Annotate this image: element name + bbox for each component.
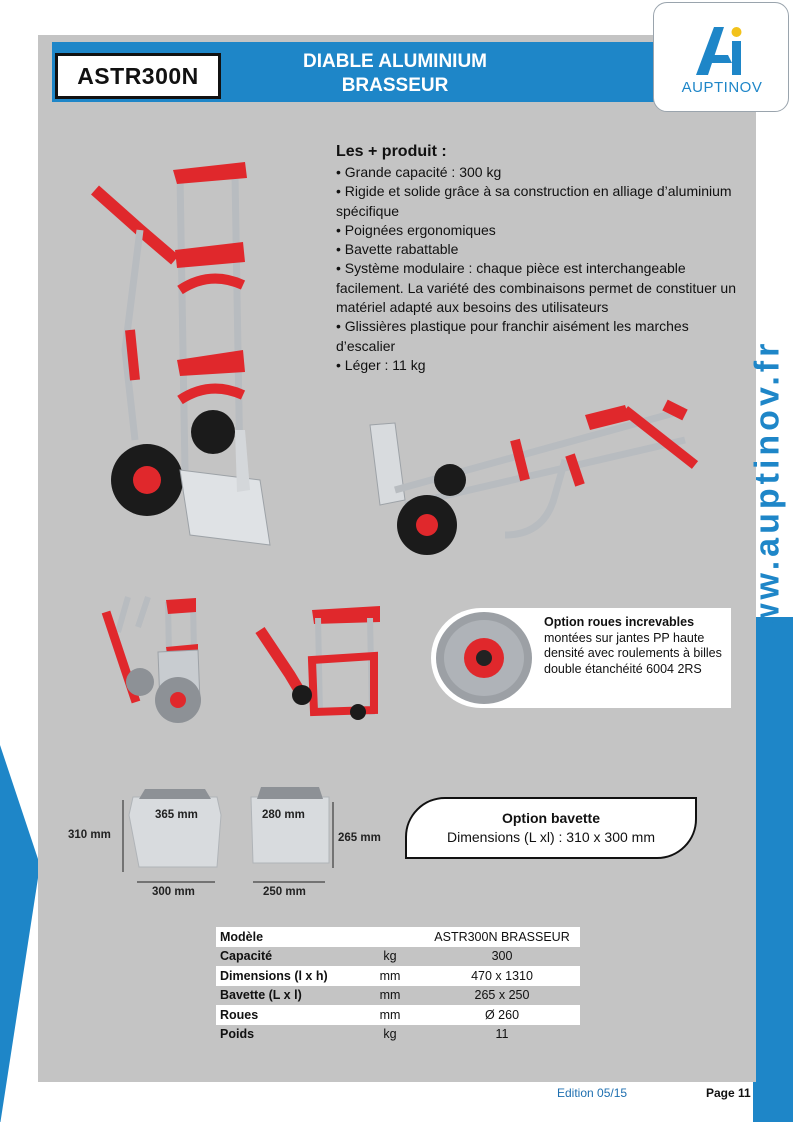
dim-right-height: 265 mm — [338, 832, 381, 844]
modular-config-photo-2 — [250, 600, 390, 725]
hand-truck-reclined-photo — [365, 385, 705, 560]
brand-logo — [653, 2, 789, 112]
spec-unit: kg — [383, 1027, 397, 1042]
bavette-option-title: Option bavette — [501, 810, 600, 826]
spec-label: Dimensions (l x h) — [216, 966, 356, 986]
page-number: Page 11 — [706, 1086, 751, 1100]
spec-value: 265 x 250 — [474, 988, 530, 1003]
spec-unit: kg — [383, 949, 397, 964]
dim-right-bottom: 250 mm — [263, 886, 306, 898]
feature-item: • Bavette rabattable — [336, 240, 736, 259]
dim-left-height: 310 mm — [68, 829, 111, 841]
dim-right-top: 280 mm — [262, 809, 305, 821]
logo-text: AUPTINOV — [681, 79, 763, 96]
feature-item: • Grande capacité : 300 kg — [336, 163, 736, 182]
dimension-lines — [115, 790, 355, 890]
website-url: www.auptinov.fr — [748, 339, 787, 661]
spec-unit: mm — [379, 988, 401, 1003]
modular-config-photo-1 — [98, 592, 210, 727]
spec-value: 300 — [491, 949, 513, 964]
spec-unit — [356, 927, 424, 947]
spec-table — [216, 927, 580, 1044]
wheel-option-title: Option roues increvables — [544, 615, 695, 629]
spec-label: Poids — [220, 1027, 255, 1042]
corner-accent-left — [0, 745, 40, 1122]
table-row — [216, 927, 580, 947]
wheel-option-text — [544, 615, 724, 677]
table-row — [216, 947, 580, 967]
feature-item: • Glissières plastique pour franchir aisément les marches d’escalier — [336, 317, 736, 356]
title-line-1: DIABLE ALUMINIUM — [303, 51, 487, 72]
spec-unit: mm — [356, 966, 424, 986]
features-block — [336, 142, 736, 375]
spec-value: ASTR300N BRASSEUR — [424, 927, 580, 947]
table-row — [216, 1005, 580, 1025]
feature-item: • Poignées ergonomiques — [336, 221, 736, 240]
wheel-option-description: montées sur jantes PP haute densité avec roulements à billes double étanchéité 6004 2RS — [544, 630, 722, 676]
spec-label: Bavette (L x l) — [220, 988, 302, 1003]
edition-label: Edition 05/15 — [557, 1086, 628, 1100]
spec-label: Roues — [216, 1005, 356, 1025]
spec-value: 470 x 1310 — [424, 966, 580, 986]
title-line-2: BRASSEUR — [341, 75, 449, 96]
spec-label: Modèle — [216, 927, 356, 947]
logo-mark-icon — [692, 23, 752, 77]
spec-unit: mm — [356, 1005, 424, 1025]
puncture-proof-wheel-photo — [432, 610, 542, 706]
feature-item: • Système modulaire : chaque pièce est interchangeable facilement. La variété des combinaisons permet de constituer un matériel adapté aux besoins des utilisateurs — [336, 259, 736, 317]
table-row — [216, 1025, 580, 1045]
reference-code: ASTR300N — [77, 62, 199, 89]
page-title — [250, 50, 540, 98]
bavette-option-panel — [405, 797, 697, 859]
bavette-option-dimensions: Dimensions (L xl) : 310 x 300 mm — [447, 829, 655, 845]
dim-left-bottom: 300 mm — [152, 886, 195, 898]
table-row — [216, 986, 580, 1006]
spec-value: 11 — [495, 1027, 509, 1042]
hand-truck-upright-photo — [85, 150, 285, 560]
spec-label: Capacité — [220, 949, 273, 964]
feature-item: • Rigide et solide grâce à sa construction en alliage d’aluminium spécifique — [336, 182, 736, 221]
feature-item: • Léger : 11 kg — [336, 356, 736, 375]
table-row — [216, 966, 580, 986]
reference-box — [55, 53, 221, 99]
spec-value: Ø 260 — [424, 1005, 580, 1025]
dim-left-top: 365 mm — [155, 809, 198, 821]
features-list — [336, 163, 736, 375]
features-heading: Les + produit : — [336, 143, 447, 160]
